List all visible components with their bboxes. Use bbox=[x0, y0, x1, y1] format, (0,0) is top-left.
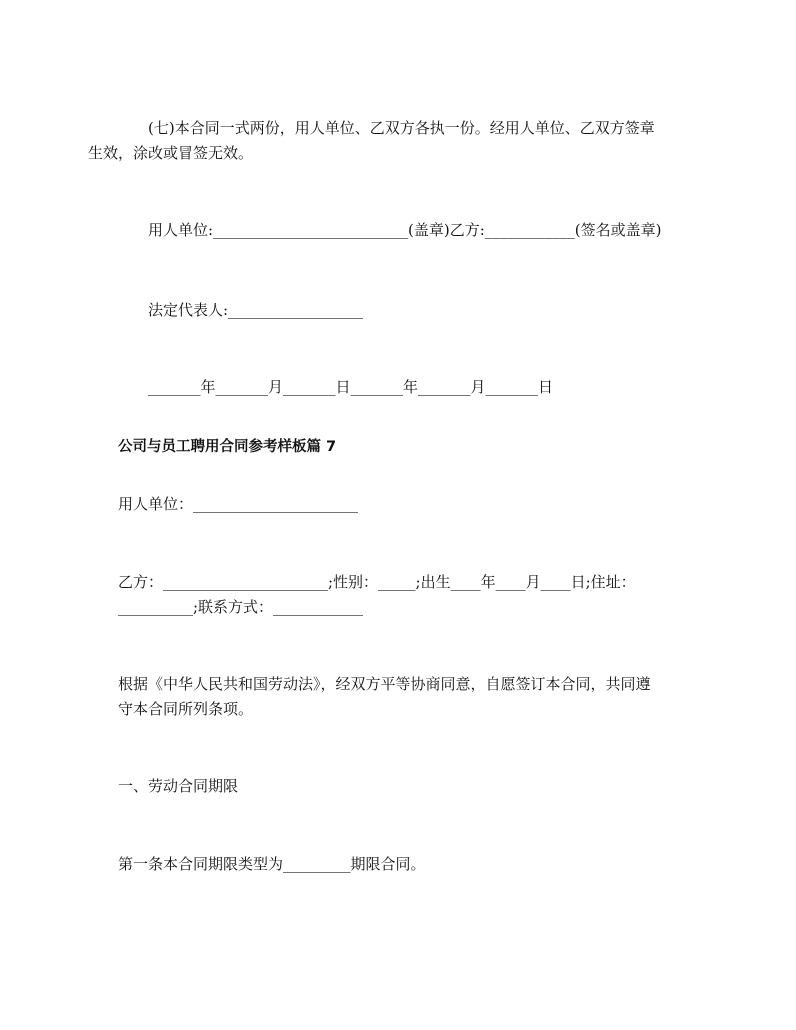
party-b-paragraph bbox=[118, 570, 688, 620]
employer-line: 用人单位：______________________ bbox=[118, 495, 359, 513]
legal-representative-line: 法定代表人:__________________ bbox=[148, 301, 364, 319]
clause-7-line-1: (七)本合同一式两份，用人单位、乙双方各执一份。经用人单位、乙双方签章 bbox=[148, 119, 655, 137]
party-b-line-1: 乙方：______________________;性别：_____;出生____年____月____日;住址： bbox=[118, 573, 636, 591]
preamble-line-2: 守本合同所列条项。 bbox=[118, 700, 254, 718]
date-line: _______年_______月_______日_______年_______月_______日 bbox=[148, 378, 554, 396]
preamble-line-1: 根据《中华人民共和国劳动法》，经双方平等协商同意，自愿签订本合同，共同遵 bbox=[118, 675, 651, 693]
signature-line: 用人单位:__________________________(盖章)乙方:____________(签名或盖章) bbox=[148, 221, 662, 239]
preamble-paragraph bbox=[118, 672, 688, 722]
section-title: 公司与员工聘用合同参考样板篇 7 bbox=[118, 439, 337, 455]
party-b-line-2: __________;联系方式：____________ bbox=[118, 598, 364, 616]
article-1: 第一条本合同期限类型为_________期限合同。 bbox=[118, 855, 426, 873]
chapter-1-title: 一、劳动合同期限 bbox=[118, 777, 239, 795]
clause-7-line-2: 生效，涂改或冒签无效。 bbox=[88, 144, 254, 162]
clause-7-paragraph bbox=[88, 116, 688, 166]
